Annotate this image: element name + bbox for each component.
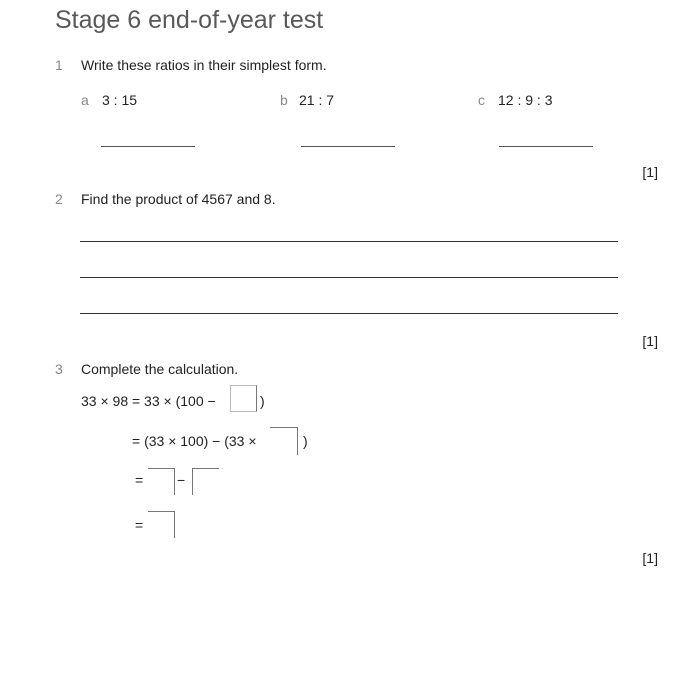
question-text: Write these ratios in their simplest form. <box>81 57 327 73</box>
marks: [1] <box>642 164 658 180</box>
calc-line-2: = (33 × 100) − (33 × <box>132 433 257 449</box>
answer-line[interactable] <box>80 277 618 278</box>
equals: = <box>135 472 144 488</box>
answer-box[interactable] <box>192 468 219 495</box>
calc-line-1: 33 × 98 = 33 × (100 − <box>81 393 216 409</box>
marks: [1] <box>642 333 658 349</box>
equals: = <box>135 517 144 533</box>
bracket: ) <box>303 433 308 449</box>
ratio: 21 : 7 <box>299 92 335 108</box>
marks: [1] <box>642 550 658 566</box>
question-text: Complete the calculation. <box>81 361 239 377</box>
part-label: c <box>478 92 485 108</box>
ratio: 12 : 9 : 3 <box>498 92 553 108</box>
answer-line[interactable] <box>80 313 618 314</box>
answer-box[interactable] <box>230 385 257 412</box>
answer-line[interactable] <box>80 241 618 242</box>
minus: − <box>177 472 186 488</box>
part-label: b <box>280 92 288 108</box>
answer-line-a[interactable] <box>101 146 195 147</box>
answer-box[interactable] <box>270 427 298 455</box>
answer-line-b[interactable] <box>301 146 395 147</box>
ratio: 3 : 15 <box>102 92 138 108</box>
part-label: a <box>81 92 89 108</box>
question-number: 3 <box>55 361 63 377</box>
question-number: 2 <box>55 191 63 207</box>
question-number: 1 <box>55 57 63 73</box>
answer-line-c[interactable] <box>499 146 593 147</box>
page-title: Stage 6 end-of-year test <box>55 6 324 34</box>
bracket: ) <box>260 393 265 409</box>
answer-box[interactable] <box>148 468 175 495</box>
answer-box[interactable] <box>148 511 175 538</box>
question-text: Find the product of 4567 and 8. <box>81 191 276 207</box>
